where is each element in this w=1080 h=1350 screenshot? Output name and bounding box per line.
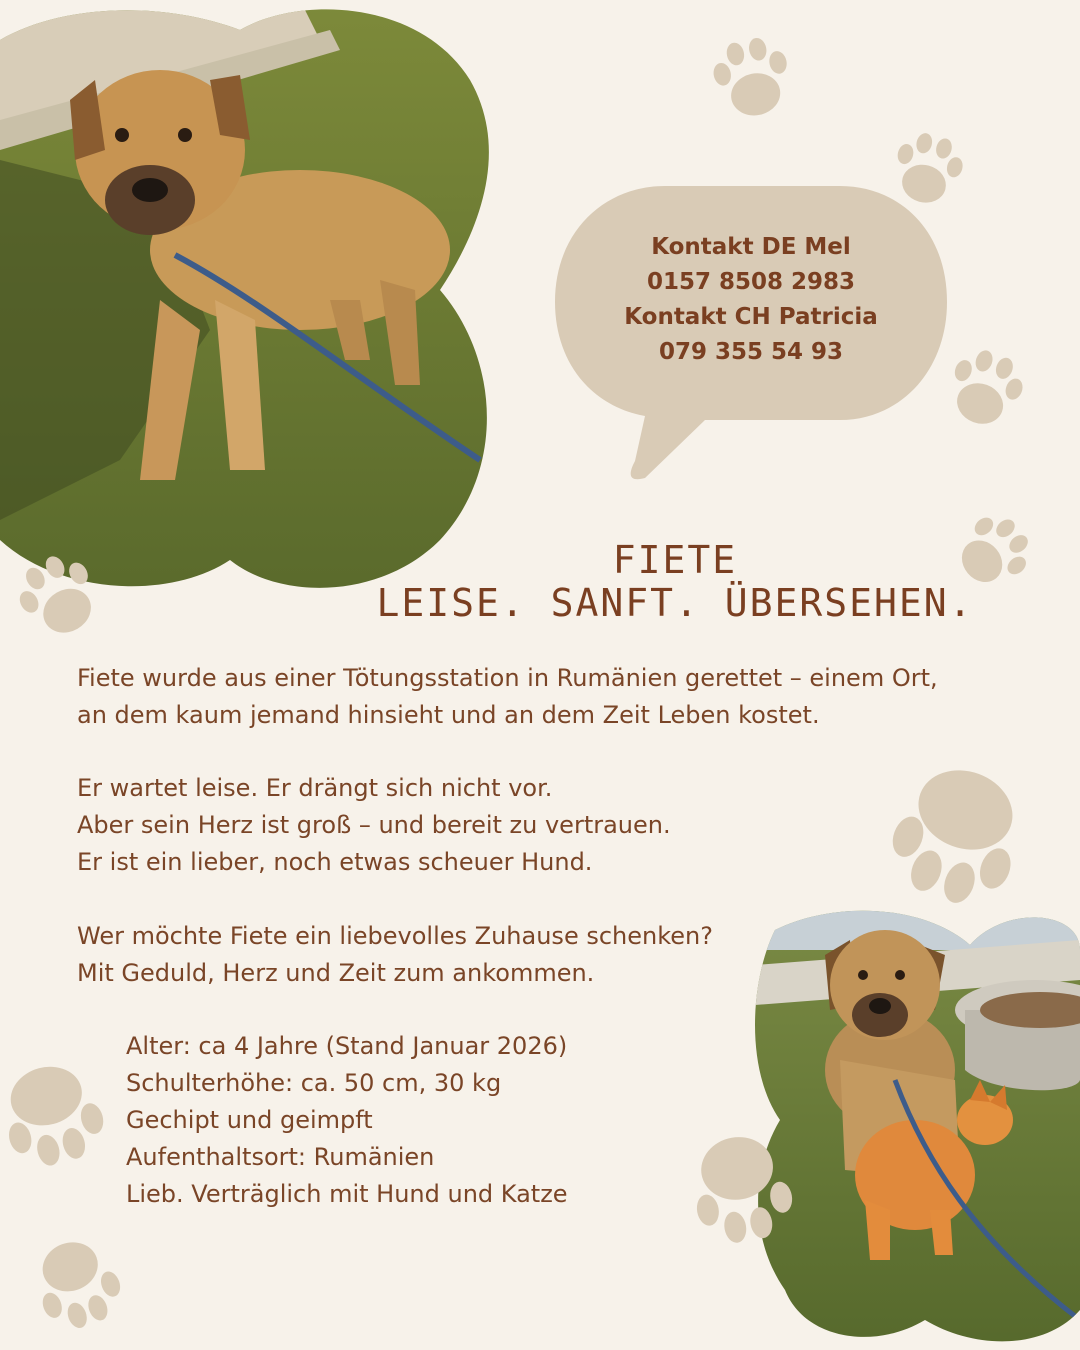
fact-item: Gechipt und geimpft (126, 1106, 373, 1134)
paw-icon (885, 128, 970, 213)
fact-item: Lieb. Verträglich mit Hund und Katze (126, 1180, 568, 1208)
contact-line[interactable]: 0157 8508 2983 (646, 269, 856, 295)
text-line: Aber sein Herz ist groß – und bereit zu vertrauen. (77, 811, 671, 839)
text-line: Mit Geduld, Herz und Zeit zum ankommen. (77, 959, 595, 987)
character-paragraph (77, 770, 671, 881)
contact-line: Kontakt DE Mel (651, 234, 851, 260)
intro-paragraph (77, 660, 938, 734)
tagline-heading: LEISE. SANFT. ÜBERSEHEN. (376, 581, 974, 625)
text-line: an dem kaum jemand hinsieht und an dem Zeit Leben kostet. (77, 701, 820, 729)
paw-icon (25, 1225, 125, 1335)
facts-list (126, 1028, 568, 1213)
paw-icon (940, 345, 1030, 435)
paw-icon (705, 32, 800, 127)
dog-with-cat-photo (755, 910, 1080, 1350)
text-line: Er ist ein lieber, noch etwas scheuer Hund. (77, 848, 593, 876)
contact-speech-bubble (555, 186, 947, 420)
paw-icon (0, 1045, 110, 1175)
appeal-paragraph (77, 918, 713, 992)
fact-item: Schulterhöhe: ca. 50 cm, 30 kg (126, 1069, 502, 1097)
text-line: Wer möchte Fiete ein liebevolles Zuhause schenken? (77, 922, 713, 950)
fact-item: Aufenthaltsort: Rumänien (126, 1143, 435, 1171)
paw-icon (880, 745, 1040, 905)
text-line: Fiete wurde aus einer Tötungsstation in Rumänien gerettet – einem Ort, (77, 664, 938, 692)
title-block (360, 540, 990, 626)
paw-icon (680, 1110, 800, 1260)
contact-line[interactable]: 079 355 54 93 (658, 339, 844, 365)
text-line: Er wartet leise. Er drängt sich nicht vor. (77, 774, 553, 802)
paw-icon (12, 550, 107, 645)
contact-info (555, 230, 947, 370)
fact-item: Alter: ca 4 Jahre (Stand Januar 2026) (126, 1032, 568, 1060)
contact-line: Kontakt CH Patricia (624, 304, 878, 330)
dog-name-heading: FIETE (612, 538, 738, 582)
dog-photo-main (0, 0, 500, 595)
